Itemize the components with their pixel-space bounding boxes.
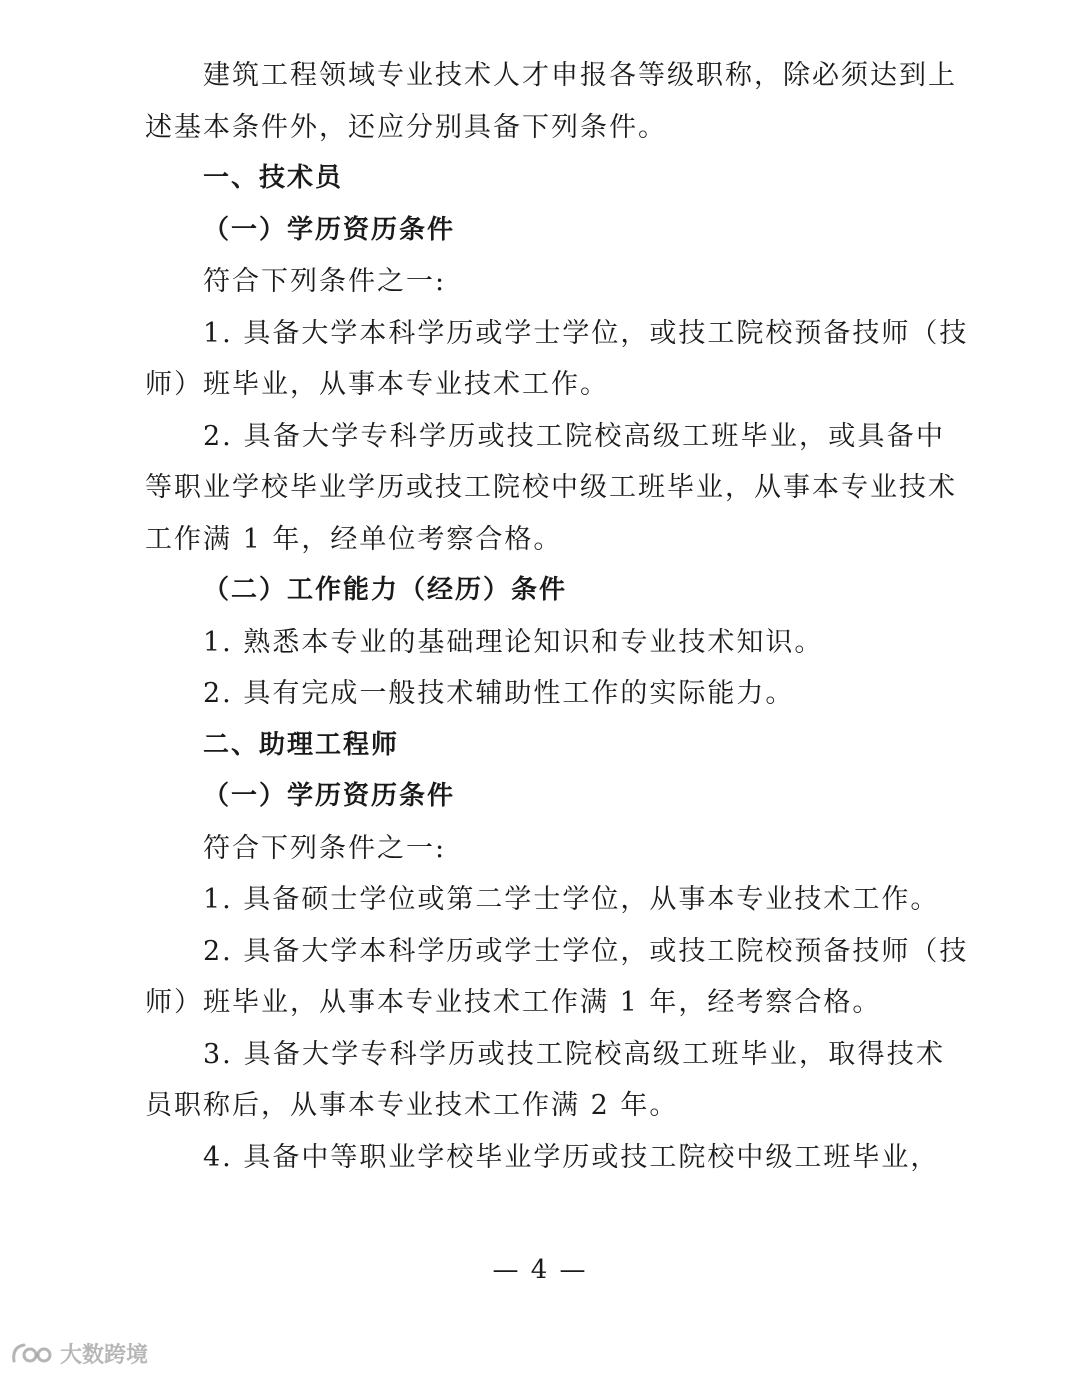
section-heading: （一）学历资历条件 (203, 214, 456, 245)
paragraph-line: 2. 具备大学本科学历或学士学位，或技工院校预备技师（技 (203, 935, 969, 967)
paragraph-line: 2. 具备大学专科学历或技工院校高级工班毕业，或具备中 (203, 420, 945, 452)
watermark (10, 1338, 148, 1369)
section-heading: 一、技术员 (203, 163, 344, 193)
paragraph-line: 符合下列条件之一: (203, 266, 447, 297)
paragraph-line: 师）班毕业，从事本专业技术工作。 (145, 369, 609, 400)
paragraph-line: 3. 具备大学专科学历或技工院校高级工班毕业，取得技术 (203, 1038, 945, 1070)
brand-logo-icon (10, 1339, 54, 1369)
paragraph-line: 述基本条件外，还应分别具备下列条件。 (145, 111, 667, 143)
paragraph-line: 1. 具备硕士学位或第二学士学位，从事本专业技术工作。 (203, 884, 940, 915)
paragraph-line: 符合下列条件之一: (203, 832, 447, 864)
paragraph-line: 员职称后，从事本专业技术工作满 2 年。 (145, 1090, 679, 1121)
paragraph-line: 2. 具有完成一般技术辅助性工作的实际能力。 (203, 678, 795, 709)
paragraph-line: 工作满 1 年，经单位考察合格。 (145, 523, 563, 555)
document-body (145, 50, 969, 1183)
paragraph-line: 等职业学校毕业学历或技工院校中级工班毕业，从事本专业技术 (145, 472, 957, 503)
paragraph-line: 1. 具备大学本科学历或学士学位，或技工院校预备技师（技 (203, 317, 969, 349)
paragraph-line: 1. 熟悉本专业的基础理论知识和专业技术知识。 (203, 626, 824, 658)
section-heading: 二、助理工程师 (203, 729, 400, 760)
section-heading: （二）工作能力（经历）条件 (203, 575, 568, 605)
paragraph-line: 师）班毕业，从事本专业技术工作满 1 年，经考察合格。 (145, 987, 882, 1018)
paragraph-line: 4. 具备中等职业学校毕业学历或技工院校中级工班毕业， (203, 1141, 940, 1173)
paragraph-line: 建筑工程领域专业技术人才申报各等级职称，除必须达到上 (203, 60, 957, 91)
section-heading: （一）学历资历条件 (203, 781, 456, 811)
page-number: — 4 — (492, 1255, 588, 1285)
watermark-text: 大数跨境 (60, 1343, 149, 1368)
